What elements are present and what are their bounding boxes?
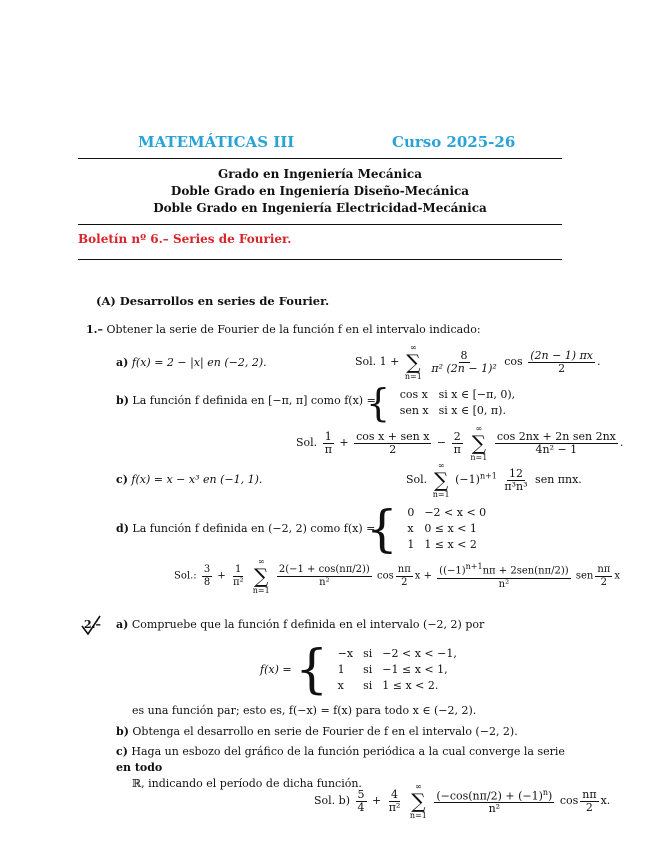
problem1-d-text: La función f definida en (−2, 2) como f(x) = xyxy=(132,522,376,535)
case-value: −x xyxy=(337,647,354,660)
degree-3: Doble Grado en Ingeniería Electricidad-Mecánica xyxy=(153,201,487,215)
problem1-c-label: c) xyxy=(116,473,128,486)
check-mark-icon xyxy=(80,614,102,636)
problem1-b-text: La función f definida en [−π, π] como f(x) = xyxy=(132,394,376,407)
problem1-a-solution: Sol. 1 + ∞ ∑ n=1 $\frac{8}{\text{π² (2n − 1)²}}$ cos $\frac{(2n - 1) \pi x}{2}$ . xyxy=(355,343,601,381)
case-si: si xyxy=(363,663,373,676)
case-condition: si x ∈ [−π, 0), xyxy=(438,388,516,401)
case-value: cos x xyxy=(399,388,428,401)
case-condition: 1 ≤ x < 2 xyxy=(424,538,477,551)
problem2-a-label: a) xyxy=(116,618,129,631)
problem2-c-label: c) xyxy=(116,745,128,758)
degree-list xyxy=(78,166,562,217)
problem2-even-text: es una función par; esto es, f(−x) = f(x) para todo x ∈ (−2, 2). xyxy=(132,704,477,717)
problem1-a xyxy=(116,356,267,369)
case-value: 1 xyxy=(407,538,415,551)
case-condition: −2 < x < 0 xyxy=(424,506,487,519)
problem1-b-solution: Sol. $\frac{1}{\pi}$ + $\frac{\text{cos x + sen x}}{2}$ − $\frac{2}{\pi}$ ∞ ∑ n=1 $\frac{\text{cos 2nx + 2n sen 2nx}}{\text{4n² − 1}}$ . xyxy=(296,424,624,462)
problem1-b xyxy=(116,394,376,407)
case-value: sen x xyxy=(399,404,429,417)
problem2-c-text-2: ℝ, indicando el período de dicha función. xyxy=(132,777,362,790)
problem2-c-text-1: Haga un esbozo del gráfico de la función periódica a la cual converge la serie xyxy=(131,745,565,758)
problem1-b-label: b) xyxy=(116,394,129,407)
problem2-a xyxy=(116,618,484,631)
degree-2: Doble Grado en Ingeniería Diseño-Mecánica xyxy=(170,184,470,198)
subject-title: MATEMÁTICAS III xyxy=(138,133,295,151)
case-value: x xyxy=(407,522,414,535)
problem1-c-text: f(x) = x − x³ en (−1, 1). xyxy=(131,473,263,486)
case-si: si xyxy=(363,679,373,692)
problem2-b xyxy=(116,725,518,738)
case-value: 1 xyxy=(337,663,345,676)
problem1-a-label: a) xyxy=(116,356,129,369)
problem2-number-text: 2.– xyxy=(84,618,101,631)
case-si: si xyxy=(363,647,373,660)
problem1-text: Obtener la serie de Fourier de la función f en el intervalo indicado: xyxy=(106,323,481,336)
case-condition: 0 ≤ x < 1 xyxy=(424,522,477,535)
case-condition: −2 < x < −1, xyxy=(382,647,457,660)
problem1-d-label: d) xyxy=(116,522,129,535)
problem1-d-solution: Sol.: $\frac{3}{8}$ + $\frac{1}{\text{π²}}$ ∞ ∑ n=1 $\frac{2(-1 + \cos(n\pi/2))}{\text{n²}}$ cos $\frac{n\pi}{2}$ x + $\frac{((-1)^{n+1}n\pi + 2sen(n\pi/2))}{\text{n²}}$ sen $\frac{n\pi}{2}$ x xyxy=(174,557,620,595)
problem2-cases: f(x) = { −x si −2 < x < −1, 1 si −1 ≤ x < 1, x si 1 ≤ x < 2. xyxy=(260,644,463,696)
case-condition: si x ∈ [0, π). xyxy=(438,404,506,417)
problem2-b-label: b) xyxy=(116,725,129,738)
rule-middle xyxy=(78,224,562,225)
degree-1: Grado en Ingeniería Mecánica xyxy=(218,167,422,181)
problem1-c-solution: Sol. ∞ ∑ n=1 $(-1)^{n+1}$ $\frac{12}{\text{π³n³}}$ sen πnx. xyxy=(406,461,582,499)
case-condition: 1 ≤ x < 2. xyxy=(382,679,439,692)
rule-top xyxy=(78,158,562,159)
problem1-d-cases: { 0 −2 < x < 0 x 0 ≤ x < 1 1 1 ≤ x < 2 xyxy=(366,504,492,554)
problem1-c xyxy=(116,473,262,486)
course-year: Curso 2025-26 xyxy=(392,133,516,151)
case-condition: −1 ≤ x < 1, xyxy=(382,663,448,676)
problem1-statement xyxy=(86,323,481,336)
bulletin-title: Boletín nº 6.– Series de Fourier. xyxy=(78,232,292,246)
problem1-d xyxy=(116,522,375,535)
section-a-title: (A) Desarrollos en series de Fourier. xyxy=(96,294,330,308)
problem2-a-text: Compruebe que la función f definida en el intervalo (−2, 2) por xyxy=(131,618,485,631)
problem2-c-bold: en todo xyxy=(116,761,163,774)
rule-bottom xyxy=(78,259,562,260)
problem1-b-cases: { cos x si x ∈ [−π, 0), sen x si x ∈ [0, π). xyxy=(366,384,521,422)
problem1-a-text: f(x) = 2 − |x| en (−2, 2). xyxy=(131,356,267,369)
problem1-number: 1.– xyxy=(86,323,103,336)
problem2-b-text: Obtenga el desarrollo en serie de Fourier de f en el intervalo (−2, 2). xyxy=(132,725,518,738)
case-value: x xyxy=(337,679,344,692)
case-value: 0 xyxy=(407,506,415,519)
problem2-solution: Sol. b) $\frac{5}{4}$ + $\frac{4}{\text{π²}}$ ∞ ∑ n=1 $\frac{(-\cos(n\pi/2) + (-1)^n)}{\text{n²}}$ cos $\frac{n\pi}{2}$ x. xyxy=(314,782,611,820)
